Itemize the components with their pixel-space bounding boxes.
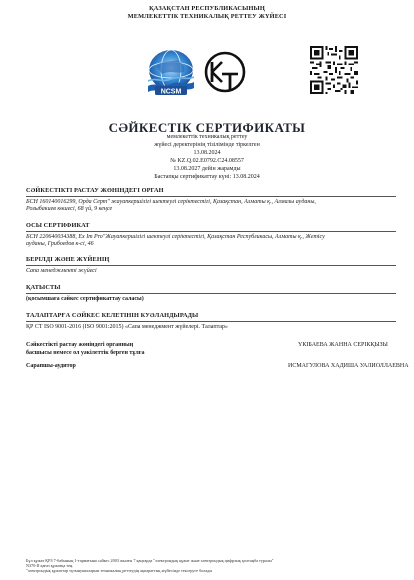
requirements-section bbox=[26, 312, 396, 331]
ncsm-globe-logo-icon bbox=[142, 48, 200, 98]
footer-line-1: Бұл құжат ҚРЗ 7-бабының 1-тармағына сәйкес 2003 жылғы 7 қаңтарда "электрондық құжат және электрондық цифрлық қолтаңба туралы" bbox=[26, 558, 274, 563]
issued-for-line-1: Сапа менеджменті жүйесі bbox=[26, 267, 97, 274]
head-label-line-2: басшысы немесе ол уәкілеттік берген тұлға bbox=[26, 349, 145, 356]
certificate-holder-heading: ОСЫ СЕРТИФИКАТ bbox=[26, 222, 396, 232]
ncsm-logo-text: NCSM bbox=[160, 88, 182, 96]
initial-certification-date: Бастапқы сертификаттау күні: 13.08.2024 bbox=[154, 174, 260, 180]
auditor-signature-row bbox=[26, 363, 409, 372]
footer-line-3: "электрондық құжаттар тұтынушыларын техникалық реттеудің ақпараттық жүйесінде тексеруге болады bbox=[26, 568, 213, 574]
issued-for-section bbox=[26, 256, 396, 275]
scope-line-1: (қосымшаға сәйкес сертификаттау саласы) bbox=[26, 295, 144, 302]
registered-date: 13.08.2024 bbox=[193, 150, 221, 156]
certificate-number: № KZ.Q.02.E0792.C24.08557 bbox=[170, 158, 244, 164]
certification-body-section bbox=[26, 187, 396, 214]
header-line-1: ҚАЗАҚСТАН РЕСПУБЛИКАСЫНЫҢ bbox=[149, 5, 265, 12]
requirements-line-1: ҚР СТ ISO 9001-2016 (ISO 9001:2015) «Сапа менеджмент жүйелері. Талаптар» bbox=[26, 323, 228, 330]
legal-footer bbox=[26, 558, 396, 574]
certificate-title: СӘЙКЕСТІК СЕРТИФИКАТЫ bbox=[108, 120, 306, 135]
certification-body-line-1: БСН 160140016299, Орда Серт" жауапкершілігі шектеулі серіктестігі, Қазақстан, Алматы қ., Алмалы ауданы, bbox=[26, 198, 316, 205]
head-signature-row bbox=[26, 342, 396, 358]
scope-section bbox=[26, 284, 396, 303]
head-label-line-1: Сәйкестікті растау жөніндегі органның bbox=[26, 342, 134, 348]
requirements-heading: ТАЛАПТАРҒА СӘЙКЕС КЕЛЕТІНІН КУӘЛАНДЫРАДЫ bbox=[26, 312, 396, 322]
logo-row bbox=[0, 46, 414, 102]
auditor-label: Сарапшы-аудитор bbox=[26, 363, 76, 369]
header-line-2: МЕМЛЕКЕТТІК ТЕХНИКАЛЫҚ РЕТТЕУ ЖҮЙЕСІ bbox=[127, 13, 287, 20]
head-signature-label bbox=[26, 342, 176, 357]
qr-code-icon bbox=[310, 46, 358, 94]
registry-line-2: жүйесі деректерінің тізілімінде тіркелген bbox=[154, 142, 260, 148]
head-name: ҮКІБАЕВА ЖАННА СЕРІКҚЫЗЫ bbox=[298, 342, 388, 348]
registry-line-1: мемлекеттік техникалық реттеу bbox=[166, 134, 248, 140]
certificate-holder-line-2: ауданы, Грибоедов к-сі, 46 bbox=[26, 241, 94, 247]
certification-body-line-2: Розыбакиев көшесі, 68 үй, 9 кеңсе bbox=[26, 206, 113, 212]
certificate-holder-section bbox=[26, 222, 396, 249]
certificate-holder-line-1: БСН 220640034388, Ex Im Pro"Жауапкершілігі шектеулі серіктестігі, Қазақстан Республикасы, Алматы қ., Жетісу bbox=[26, 233, 325, 240]
issued-for-heading: БЕРІЛДІ ЖӘНЕ ЖҮЙЕНІҢ bbox=[26, 256, 396, 266]
footer-line-2: N370-II қағаз құжатқа тең. bbox=[26, 563, 74, 569]
valid-until: 13.08.2027 дейін жарамды bbox=[173, 166, 241, 172]
scope-heading: ҚАТЫСТЫ bbox=[26, 284, 396, 294]
issuer-header bbox=[0, 5, 414, 21]
auditor-name: ИСМАГУЛОВА ХАДИША УАЛИОЛЛАЕВНА bbox=[288, 363, 409, 369]
certification-body-heading: СӘЙКЕСТІКТІ РАСТАУ ЖӨНІНДЕГІ ОРГАН bbox=[26, 187, 396, 197]
registration-info bbox=[0, 133, 414, 181]
kz-conformity-mark-icon bbox=[202, 48, 248, 96]
